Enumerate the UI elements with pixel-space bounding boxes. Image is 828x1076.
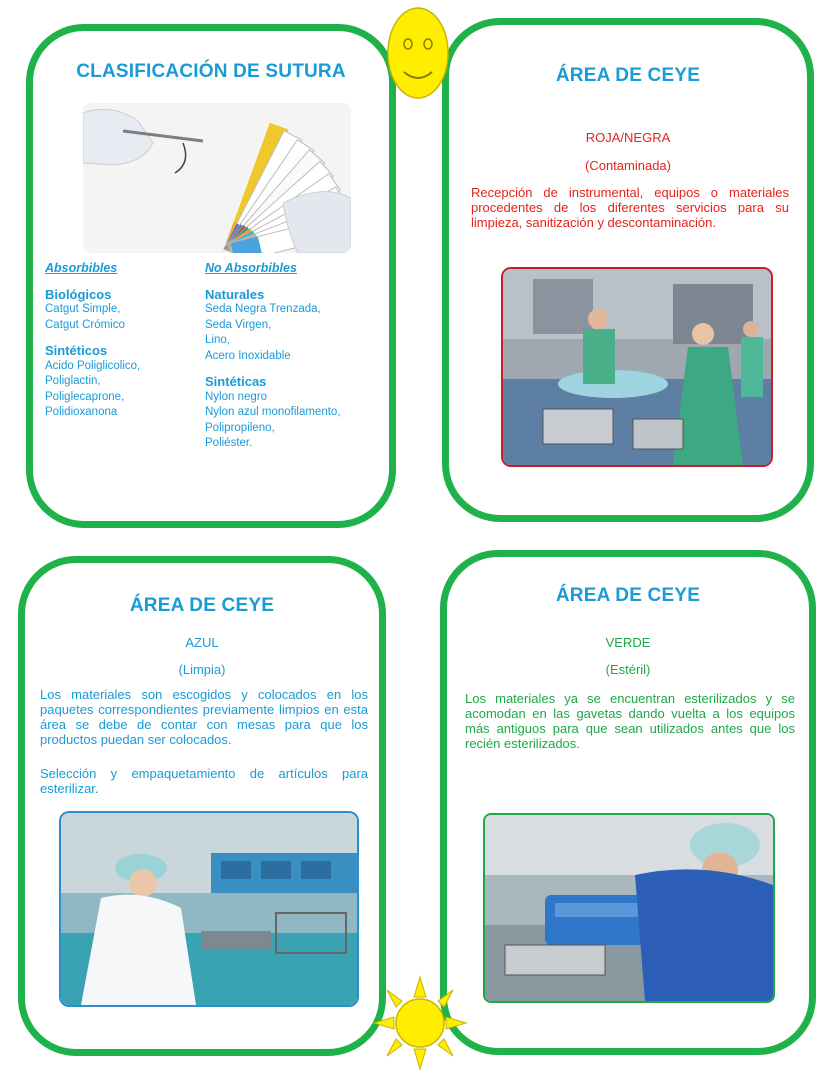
zone-description: Recepción de instrumental, equipos o materiales procedentes de los diferentes servicios para su limpieza, sanitización y descontaminación. xyxy=(471,185,789,230)
zone-description: Los materiales ya se encuentran esterilizados y se acomodan en las gavetas dando vuelta a los equipos más antiguos para que sean utilizados antes que los recién esterilizados. xyxy=(465,691,795,751)
ceye-green-area-card xyxy=(440,550,816,1055)
sun-icon xyxy=(372,975,468,1071)
zone-label: ROJA/NEGRA xyxy=(585,130,671,145)
zone-label: AZUL xyxy=(185,635,219,650)
smiley-face-icon xyxy=(386,6,450,100)
group-name: Naturales xyxy=(205,286,265,302)
suture-packets-image xyxy=(83,103,351,253)
list-item: Nylon azul monofilamento, xyxy=(205,406,341,418)
zone-state: (Limpia) xyxy=(178,662,226,677)
clean-area-photo xyxy=(59,811,359,1007)
group-name: Sintéticas xyxy=(205,374,267,389)
list-item: Acido Poliglicolico, xyxy=(45,359,141,372)
absorbibles-column xyxy=(45,261,205,421)
list-item: Catgut Simple, xyxy=(45,303,121,315)
card-title: ÁREA DE CEYE xyxy=(555,65,701,86)
group-name: Biológicos xyxy=(45,286,112,302)
ceye-blue-area-card xyxy=(18,556,386,1056)
zone-label: VERDE xyxy=(605,635,651,650)
suture-card-title: CLASIFICACIÓN DE SUTURA xyxy=(76,61,346,82)
list-item: Polidioxanona xyxy=(45,406,118,418)
suture-classification-card xyxy=(26,24,396,528)
list-item: Poliglactin, xyxy=(45,375,101,387)
group-name: Sintéticos xyxy=(45,343,108,358)
card-title: ÁREA DE CEYE xyxy=(129,595,275,616)
list-item: Poliéster. xyxy=(205,437,253,449)
list-item: Poliglecaprone, xyxy=(45,390,125,403)
list-item: Seda Negra Trenzada, xyxy=(205,303,321,315)
sterile-area-photo xyxy=(483,813,775,1003)
zone-description-2: Selección y empaquetamiento de artículos para esterilizar. xyxy=(40,766,368,796)
list-item: Polipropileno, xyxy=(205,421,275,434)
contaminated-area-photo xyxy=(501,267,773,467)
list-item: Catgut Crómico xyxy=(45,318,125,331)
absorbibles-heading: Absorbibles xyxy=(45,261,118,275)
no-absorbibles-column xyxy=(205,261,385,452)
zone-state: (Contaminada) xyxy=(585,158,671,173)
card-title: ÁREA DE CEYE xyxy=(555,585,701,606)
list-item: Seda Virgen, xyxy=(205,318,272,331)
zone-state: (Estéril) xyxy=(605,662,651,677)
no-absorbibles-heading: No Absorbibles xyxy=(205,261,297,275)
list-item: Nylon negro xyxy=(205,390,268,403)
ceye-red-area-card xyxy=(442,18,814,522)
list-item: Lino, xyxy=(205,334,230,346)
zone-description: Los materiales son escogidos y colocados en los paquetes correspondientes previamente limpios en esta área se debe de contar con mesas para que los productos puedan ser colocados. xyxy=(40,687,368,747)
list-item: Acero Inoxidable xyxy=(205,349,291,362)
